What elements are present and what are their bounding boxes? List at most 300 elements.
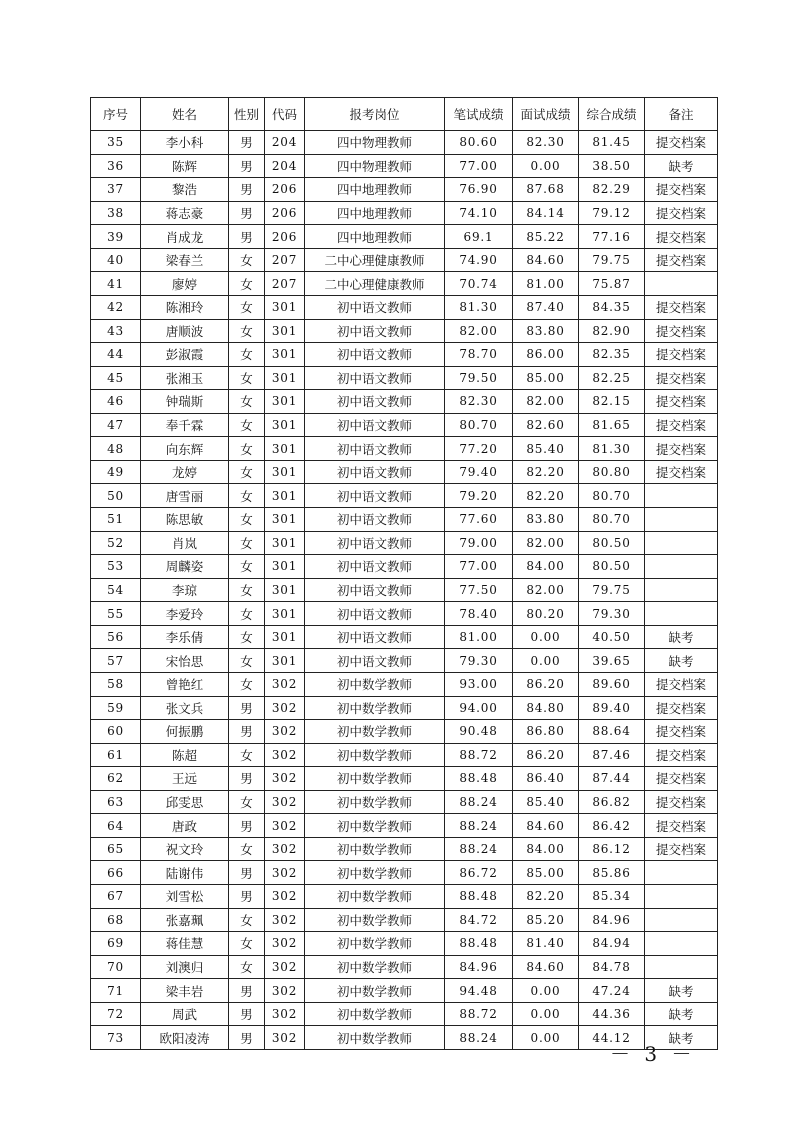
cell-code: 204 bbox=[265, 131, 305, 155]
cell-interview-score: 82.00 bbox=[513, 531, 579, 555]
cell-code: 302 bbox=[265, 1002, 305, 1026]
cell-seq: 37 bbox=[91, 178, 141, 202]
cell-name: 蒋佳慧 bbox=[141, 932, 229, 956]
cell-total-score: 86.82 bbox=[579, 790, 645, 814]
cell-code: 301 bbox=[265, 649, 305, 673]
cell-total-score: 75.87 bbox=[579, 272, 645, 296]
table-row bbox=[91, 225, 718, 249]
cell-written-score: 82.00 bbox=[445, 319, 513, 343]
cell-position: 初中数学教师 bbox=[305, 932, 445, 956]
cell-code: 206 bbox=[265, 225, 305, 249]
table-row bbox=[91, 885, 718, 909]
cell-code: 302 bbox=[265, 720, 305, 744]
table-row bbox=[91, 602, 718, 626]
cell-remark: 提交档案 bbox=[645, 225, 718, 249]
cell-remark: 提交档案 bbox=[645, 390, 718, 414]
cell-written-score: 81.30 bbox=[445, 295, 513, 319]
cell-written-score: 74.10 bbox=[445, 201, 513, 225]
cell-gender: 女 bbox=[229, 531, 265, 555]
cell-total-score: 80.50 bbox=[579, 555, 645, 579]
cell-seq: 45 bbox=[91, 366, 141, 390]
cell-seq: 48 bbox=[91, 437, 141, 461]
cell-name: 肖成龙 bbox=[141, 225, 229, 249]
cell-total-score: 80.70 bbox=[579, 508, 645, 532]
cell-gender: 女 bbox=[229, 413, 265, 437]
cell-remark bbox=[645, 555, 718, 579]
score-table bbox=[90, 97, 718, 1050]
cell-remark: 缺考 bbox=[645, 649, 718, 673]
cell-written-score: 74.90 bbox=[445, 248, 513, 272]
cell-remark: 提交档案 bbox=[645, 178, 718, 202]
cell-position: 四中物理教师 bbox=[305, 154, 445, 178]
cell-total-score: 44.12 bbox=[579, 1026, 645, 1050]
cell-gender: 女 bbox=[229, 343, 265, 367]
cell-written-score: 90.48 bbox=[445, 720, 513, 744]
page-number: － 3 － bbox=[610, 1042, 696, 1066]
table-row bbox=[91, 508, 718, 532]
cell-position: 初中语文教师 bbox=[305, 390, 445, 414]
cell-code: 301 bbox=[265, 390, 305, 414]
cell-remark: 提交档案 bbox=[645, 366, 718, 390]
cell-position: 初中语文教师 bbox=[305, 437, 445, 461]
cell-position: 初中语文教师 bbox=[305, 578, 445, 602]
cell-position: 初中数学教师 bbox=[305, 885, 445, 909]
cell-position: 初中数学教师 bbox=[305, 767, 445, 791]
cell-code: 301 bbox=[265, 602, 305, 626]
table-row bbox=[91, 437, 718, 461]
cell-written-score: 77.00 bbox=[445, 555, 513, 579]
cell-name: 邱雯思 bbox=[141, 790, 229, 814]
cell-seq: 68 bbox=[91, 908, 141, 932]
cell-name: 张文兵 bbox=[141, 696, 229, 720]
cell-gender: 男 bbox=[229, 979, 265, 1003]
cell-gender: 女 bbox=[229, 672, 265, 696]
cell-written-score: 77.20 bbox=[445, 437, 513, 461]
cell-name: 曾艳红 bbox=[141, 672, 229, 696]
cell-interview-score: 85.00 bbox=[513, 861, 579, 885]
cell-total-score: 86.42 bbox=[579, 814, 645, 838]
table-row bbox=[91, 366, 718, 390]
table-row bbox=[91, 531, 718, 555]
table-row bbox=[91, 460, 718, 484]
cell-written-score: 88.24 bbox=[445, 837, 513, 861]
cell-total-score: 38.50 bbox=[579, 154, 645, 178]
cell-name: 唐顺波 bbox=[141, 319, 229, 343]
cell-remark: 提交档案 bbox=[645, 201, 718, 225]
cell-remark: 提交档案 bbox=[645, 814, 718, 838]
cell-name: 向东辉 bbox=[141, 437, 229, 461]
cell-remark: 提交档案 bbox=[645, 720, 718, 744]
cell-total-score: 84.35 bbox=[579, 295, 645, 319]
table-row bbox=[91, 295, 718, 319]
cell-interview-score: 81.00 bbox=[513, 272, 579, 296]
cell-seq: 50 bbox=[91, 484, 141, 508]
cell-name: 王远 bbox=[141, 767, 229, 791]
table-header bbox=[91, 98, 718, 131]
cell-name: 肖岚 bbox=[141, 531, 229, 555]
cell-written-score: 88.48 bbox=[445, 885, 513, 909]
cell-gender: 男 bbox=[229, 861, 265, 885]
cell-gender: 男 bbox=[229, 178, 265, 202]
cell-written-score: 78.70 bbox=[445, 343, 513, 367]
cell-position: 初中数学教师 bbox=[305, 790, 445, 814]
table-row bbox=[91, 343, 718, 367]
cell-seq: 70 bbox=[91, 955, 141, 979]
cell-gender: 男 bbox=[229, 154, 265, 178]
cell-name: 陈湘玲 bbox=[141, 295, 229, 319]
column-header-code: 代码 bbox=[265, 98, 305, 131]
cell-gender: 女 bbox=[229, 390, 265, 414]
cell-interview-score: 87.68 bbox=[513, 178, 579, 202]
cell-written-score: 79.50 bbox=[445, 366, 513, 390]
cell-gender: 女 bbox=[229, 248, 265, 272]
cell-seq: 52 bbox=[91, 531, 141, 555]
cell-remark: 提交档案 bbox=[645, 790, 718, 814]
cell-total-score: 85.34 bbox=[579, 885, 645, 909]
cell-name: 陈思敏 bbox=[141, 508, 229, 532]
cell-remark: 提交档案 bbox=[645, 413, 718, 437]
cell-seq: 39 bbox=[91, 225, 141, 249]
cell-gender: 女 bbox=[229, 932, 265, 956]
table-row bbox=[91, 178, 718, 202]
cell-written-score: 70.74 bbox=[445, 272, 513, 296]
cell-written-score: 77.60 bbox=[445, 508, 513, 532]
column-header-name: 姓名 bbox=[141, 98, 229, 131]
cell-total-score: 81.65 bbox=[579, 413, 645, 437]
cell-gender: 女 bbox=[229, 295, 265, 319]
cell-total-score: 80.80 bbox=[579, 460, 645, 484]
cell-written-score: 80.70 bbox=[445, 413, 513, 437]
cell-seq: 43 bbox=[91, 319, 141, 343]
table-row bbox=[91, 555, 718, 579]
table-row bbox=[91, 767, 718, 791]
cell-name: 李爱玲 bbox=[141, 602, 229, 626]
table-row bbox=[91, 720, 718, 744]
cell-remark bbox=[645, 955, 718, 979]
cell-remark bbox=[645, 578, 718, 602]
cell-gender: 女 bbox=[229, 508, 265, 532]
cell-total-score: 87.44 bbox=[579, 767, 645, 791]
cell-name: 梁丰岩 bbox=[141, 979, 229, 1003]
cell-position: 初中数学教师 bbox=[305, 1026, 445, 1050]
cell-total-score: 79.75 bbox=[579, 248, 645, 272]
cell-seq: 65 bbox=[91, 837, 141, 861]
cell-seq: 62 bbox=[91, 767, 141, 791]
cell-remark bbox=[645, 908, 718, 932]
cell-written-score: 88.72 bbox=[445, 1002, 513, 1026]
cell-gender: 男 bbox=[229, 767, 265, 791]
cell-seq: 53 bbox=[91, 555, 141, 579]
cell-seq: 66 bbox=[91, 861, 141, 885]
cell-name: 陈超 bbox=[141, 743, 229, 767]
cell-total-score: 39.65 bbox=[579, 649, 645, 673]
cell-gender: 男 bbox=[229, 720, 265, 744]
cell-position: 四中物理教师 bbox=[305, 131, 445, 155]
cell-interview-score: 82.00 bbox=[513, 578, 579, 602]
cell-seq: 51 bbox=[91, 508, 141, 532]
cell-name: 李琼 bbox=[141, 578, 229, 602]
cell-position: 四中地理教师 bbox=[305, 225, 445, 249]
cell-seq: 49 bbox=[91, 460, 141, 484]
table-row bbox=[91, 201, 718, 225]
cell-interview-score: 85.00 bbox=[513, 366, 579, 390]
cell-remark: 提交档案 bbox=[645, 131, 718, 155]
cell-code: 301 bbox=[265, 413, 305, 437]
cell-total-score: 40.50 bbox=[579, 625, 645, 649]
cell-total-score: 84.96 bbox=[579, 908, 645, 932]
cell-seq: 41 bbox=[91, 272, 141, 296]
cell-interview-score: 86.00 bbox=[513, 343, 579, 367]
table-row bbox=[91, 319, 718, 343]
cell-written-score: 88.48 bbox=[445, 767, 513, 791]
cell-name: 张嘉珮 bbox=[141, 908, 229, 932]
cell-gender: 女 bbox=[229, 602, 265, 626]
cell-seq: 54 bbox=[91, 578, 141, 602]
cell-code: 302 bbox=[265, 814, 305, 838]
cell-remark: 提交档案 bbox=[645, 672, 718, 696]
cell-gender: 男 bbox=[229, 1002, 265, 1026]
cell-seq: 69 bbox=[91, 932, 141, 956]
cell-seq: 38 bbox=[91, 201, 141, 225]
cell-remark: 提交档案 bbox=[645, 319, 718, 343]
table-row bbox=[91, 413, 718, 437]
cell-interview-score: 80.20 bbox=[513, 602, 579, 626]
cell-written-score: 77.00 bbox=[445, 154, 513, 178]
cell-total-score: 84.78 bbox=[579, 955, 645, 979]
cell-total-score: 47.24 bbox=[579, 979, 645, 1003]
cell-interview-score: 0.00 bbox=[513, 1002, 579, 1026]
cell-remark: 缺考 bbox=[645, 1002, 718, 1026]
column-header-written-score: 笔试成绩 bbox=[445, 98, 513, 131]
cell-interview-score: 86.20 bbox=[513, 672, 579, 696]
cell-name: 何振鹏 bbox=[141, 720, 229, 744]
cell-name: 奉千霖 bbox=[141, 413, 229, 437]
cell-total-score: 82.25 bbox=[579, 366, 645, 390]
cell-written-score: 86.72 bbox=[445, 861, 513, 885]
table-row bbox=[91, 861, 718, 885]
cell-interview-score: 84.60 bbox=[513, 814, 579, 838]
cell-code: 301 bbox=[265, 531, 305, 555]
cell-written-score: 77.50 bbox=[445, 578, 513, 602]
cell-gender: 女 bbox=[229, 366, 265, 390]
cell-code: 301 bbox=[265, 484, 305, 508]
cell-total-score: 44.36 bbox=[579, 1002, 645, 1026]
cell-written-score: 94.00 bbox=[445, 696, 513, 720]
cell-position: 初中数学教师 bbox=[305, 861, 445, 885]
cell-seq: 57 bbox=[91, 649, 141, 673]
column-header-interview-score: 面试成绩 bbox=[513, 98, 579, 131]
cell-remark: 提交档案 bbox=[645, 743, 718, 767]
table-row bbox=[91, 154, 718, 178]
cell-code: 301 bbox=[265, 555, 305, 579]
cell-remark: 提交档案 bbox=[645, 295, 718, 319]
cell-seq: 35 bbox=[91, 131, 141, 155]
cell-name: 陆谢伟 bbox=[141, 861, 229, 885]
cell-position: 初中语文教师 bbox=[305, 343, 445, 367]
cell-position: 初中语文教师 bbox=[305, 484, 445, 508]
cell-code: 301 bbox=[265, 578, 305, 602]
cell-written-score: 79.40 bbox=[445, 460, 513, 484]
cell-interview-score: 84.80 bbox=[513, 696, 579, 720]
cell-gender: 女 bbox=[229, 743, 265, 767]
cell-code: 302 bbox=[265, 743, 305, 767]
column-header-remark: 备注 bbox=[645, 98, 718, 131]
cell-interview-score: 85.40 bbox=[513, 790, 579, 814]
cell-position: 初中数学教师 bbox=[305, 696, 445, 720]
cell-remark: 提交档案 bbox=[645, 696, 718, 720]
cell-name: 蒋志豪 bbox=[141, 201, 229, 225]
cell-written-score: 94.48 bbox=[445, 979, 513, 1003]
cell-remark: 提交档案 bbox=[645, 460, 718, 484]
cell-name: 刘雪松 bbox=[141, 885, 229, 909]
cell-name: 陈辉 bbox=[141, 154, 229, 178]
cell-total-score: 80.70 bbox=[579, 484, 645, 508]
cell-gender: 女 bbox=[229, 319, 265, 343]
cell-seq: 56 bbox=[91, 625, 141, 649]
cell-gender: 女 bbox=[229, 460, 265, 484]
cell-name: 李乐倩 bbox=[141, 625, 229, 649]
cell-code: 302 bbox=[265, 672, 305, 696]
table-row bbox=[91, 790, 718, 814]
cell-interview-score: 84.60 bbox=[513, 955, 579, 979]
cell-code: 301 bbox=[265, 343, 305, 367]
cell-interview-score: 87.40 bbox=[513, 295, 579, 319]
cell-remark bbox=[645, 272, 718, 296]
cell-gender: 男 bbox=[229, 1026, 265, 1050]
cell-seq: 63 bbox=[91, 790, 141, 814]
cell-code: 206 bbox=[265, 201, 305, 225]
cell-code: 302 bbox=[265, 837, 305, 861]
cell-name: 钟瑞斯 bbox=[141, 390, 229, 414]
cell-name: 李小科 bbox=[141, 131, 229, 155]
cell-interview-score: 0.00 bbox=[513, 154, 579, 178]
cell-name: 黎浩 bbox=[141, 178, 229, 202]
cell-name: 龙婷 bbox=[141, 460, 229, 484]
cell-seq: 73 bbox=[91, 1026, 141, 1050]
cell-name: 唐政 bbox=[141, 814, 229, 838]
cell-remark bbox=[645, 531, 718, 555]
cell-position: 初中语文教师 bbox=[305, 555, 445, 579]
cell-gender: 女 bbox=[229, 437, 265, 461]
cell-remark: 提交档案 bbox=[645, 248, 718, 272]
cell-written-score: 79.20 bbox=[445, 484, 513, 508]
cell-gender: 男 bbox=[229, 201, 265, 225]
cell-written-score: 93.00 bbox=[445, 672, 513, 696]
cell-name: 张湘玉 bbox=[141, 366, 229, 390]
cell-remark bbox=[645, 932, 718, 956]
cell-code: 302 bbox=[265, 932, 305, 956]
cell-seq: 60 bbox=[91, 720, 141, 744]
cell-gender: 女 bbox=[229, 578, 265, 602]
cell-position: 初中数学教师 bbox=[305, 720, 445, 744]
cell-name: 欧阳凌涛 bbox=[141, 1026, 229, 1050]
table-row bbox=[91, 578, 718, 602]
cell-position: 初中语文教师 bbox=[305, 649, 445, 673]
cell-interview-score: 81.40 bbox=[513, 932, 579, 956]
cell-gender: 男 bbox=[229, 696, 265, 720]
cell-interview-score: 83.80 bbox=[513, 319, 579, 343]
cell-interview-score: 0.00 bbox=[513, 649, 579, 673]
cell-total-score: 81.45 bbox=[579, 131, 645, 155]
cell-code: 301 bbox=[265, 366, 305, 390]
header-row bbox=[91, 98, 718, 131]
column-header-gender: 性别 bbox=[229, 98, 265, 131]
cell-gender: 女 bbox=[229, 555, 265, 579]
table-row bbox=[91, 248, 718, 272]
cell-gender: 男 bbox=[229, 225, 265, 249]
cell-seq: 40 bbox=[91, 248, 141, 272]
cell-seq: 71 bbox=[91, 979, 141, 1003]
cell-interview-score: 82.30 bbox=[513, 131, 579, 155]
cell-name: 祝文玲 bbox=[141, 837, 229, 861]
cell-gender: 女 bbox=[229, 484, 265, 508]
cell-seq: 61 bbox=[91, 743, 141, 767]
cell-code: 302 bbox=[265, 885, 305, 909]
cell-gender: 女 bbox=[229, 649, 265, 673]
cell-interview-score: 85.40 bbox=[513, 437, 579, 461]
cell-gender: 女 bbox=[229, 955, 265, 979]
table-row bbox=[91, 743, 718, 767]
cell-total-score: 77.16 bbox=[579, 225, 645, 249]
cell-code: 301 bbox=[265, 437, 305, 461]
table-row bbox=[91, 932, 718, 956]
table-row bbox=[91, 272, 718, 296]
cell-gender: 男 bbox=[229, 131, 265, 155]
cell-interview-score: 85.20 bbox=[513, 908, 579, 932]
cell-written-score: 78.40 bbox=[445, 602, 513, 626]
cell-written-score: 84.96 bbox=[445, 955, 513, 979]
cell-code: 302 bbox=[265, 955, 305, 979]
cell-seq: 59 bbox=[91, 696, 141, 720]
cell-code: 301 bbox=[265, 508, 305, 532]
cell-total-score: 79.12 bbox=[579, 201, 645, 225]
cell-seq: 72 bbox=[91, 1002, 141, 1026]
cell-position: 初中语文教师 bbox=[305, 366, 445, 390]
cell-position: 初中数学教师 bbox=[305, 837, 445, 861]
cell-total-score: 86.12 bbox=[579, 837, 645, 861]
table-row bbox=[91, 837, 718, 861]
cell-name: 宋怡思 bbox=[141, 649, 229, 673]
cell-total-score: 81.30 bbox=[579, 437, 645, 461]
cell-interview-score: 82.60 bbox=[513, 413, 579, 437]
cell-position: 二中心理健康教师 bbox=[305, 272, 445, 296]
cell-code: 302 bbox=[265, 908, 305, 932]
cell-gender: 女 bbox=[229, 790, 265, 814]
cell-seq: 42 bbox=[91, 295, 141, 319]
cell-seq: 67 bbox=[91, 885, 141, 909]
cell-remark: 缺考 bbox=[645, 625, 718, 649]
cell-interview-score: 82.20 bbox=[513, 484, 579, 508]
table-row bbox=[91, 696, 718, 720]
cell-seq: 58 bbox=[91, 672, 141, 696]
column-header-total-score: 综合成绩 bbox=[579, 98, 645, 131]
table-row bbox=[91, 908, 718, 932]
cell-seq: 44 bbox=[91, 343, 141, 367]
cell-remark: 提交档案 bbox=[645, 837, 718, 861]
table-row bbox=[91, 672, 718, 696]
cell-remark: 提交档案 bbox=[645, 437, 718, 461]
cell-total-score: 84.94 bbox=[579, 932, 645, 956]
cell-name: 梁春兰 bbox=[141, 248, 229, 272]
table-row bbox=[91, 625, 718, 649]
cell-position: 初中语文教师 bbox=[305, 531, 445, 555]
cell-total-score: 79.30 bbox=[579, 602, 645, 626]
cell-code: 302 bbox=[265, 861, 305, 885]
column-header-seq: 序号 bbox=[91, 98, 141, 131]
cell-position: 初中语文教师 bbox=[305, 460, 445, 484]
cell-position: 初中语文教师 bbox=[305, 413, 445, 437]
cell-code: 302 bbox=[265, 1026, 305, 1050]
